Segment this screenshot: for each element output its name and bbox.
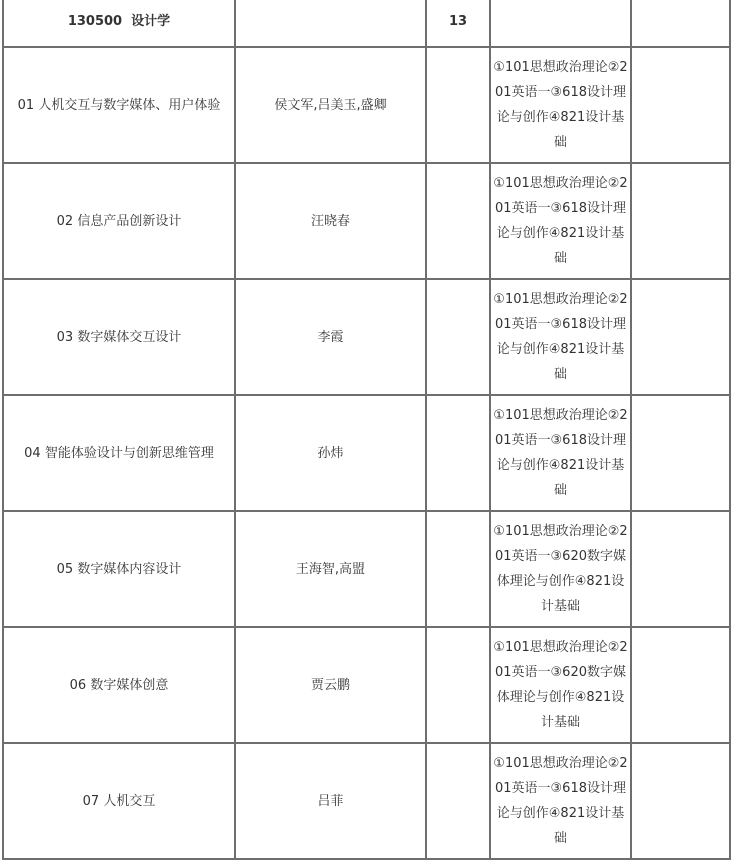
direction-cell: 07 人机交互 [3,743,235,859]
exams-text: ①101思想政治理论②201英语一③618设计理论与创作④821设计基础 [493,292,628,382]
direction-cell: 01 人机交互与数字媒体、用户体验 [3,47,235,163]
direction-cell: 02 信息产品创新设计 [3,163,235,279]
exams-cell [490,279,631,395]
header-exams-cell [490,0,631,47]
direction-cell: 03 数字媒体交互设计 [3,279,235,395]
major-header-row [3,0,730,47]
exams-cell [490,743,631,859]
enrollment-table-container [2,0,730,860]
direction-cell: 05 数字媒体内容设计 [3,511,235,627]
quota-cell [426,627,490,743]
major-code: 130500 [67,13,123,29]
quota-cell [426,47,490,163]
table-row [3,627,730,743]
exams-cell [490,163,631,279]
exams-text: ①101思想政治理论②201英语一③618设计理论与创作④821设计基础 [493,756,628,846]
advisors-cell: 李霞 [235,279,426,395]
quota-cell [426,163,490,279]
quota-cell [426,511,490,627]
exams-text: ①101思想政治理论②201英语一③620数字媒体理论与创作④821设计基础 [493,640,628,730]
exams-text: ①101思想政治理论②201英语一③618设计理论与创作④821设计基础 [493,176,628,266]
exams-cell [490,47,631,163]
quota-cell [426,279,490,395]
exams-cell [490,511,631,627]
exams-cell [490,395,631,511]
notes-cell [631,743,730,859]
notes-cell [631,47,730,163]
header-notes-cell [631,0,730,47]
enrollment-table [2,0,731,860]
header-advisors-cell [235,0,426,47]
exams-text: ①101思想政治理论②201英语一③620数字媒体理论与创作④821设计基础 [493,524,628,614]
direction-cell: 06 数字媒体创意 [3,627,235,743]
table-row [3,279,730,395]
notes-cell [631,511,730,627]
quota-cell [426,743,490,859]
major-code-name-cell [3,0,235,47]
exams-text: ①101思想政治理论②201英语一③618设计理论与创作④821设计基础 [493,60,628,150]
table-row [3,395,730,511]
table-row [3,163,730,279]
notes-cell [631,163,730,279]
advisors-cell: 侯文军,吕美玉,盛卿 [235,47,426,163]
direction-cell: 04 智能体验设计与创新思维管理 [3,395,235,511]
advisors-cell: 贾云鹏 [235,627,426,743]
notes-cell [631,395,730,511]
notes-cell [631,279,730,395]
advisors-cell: 汪晓春 [235,163,426,279]
major-name: 设计学 [131,13,171,29]
exams-cell [490,627,631,743]
table-row [3,511,730,627]
advisors-cell: 孙炜 [235,395,426,511]
advisors-cell: 吕菲 [235,743,426,859]
quota-cell [426,395,490,511]
notes-cell [631,627,730,743]
table-row [3,743,730,859]
exams-text: ①101思想政治理论②201英语一③618设计理论与创作④821设计基础 [493,408,628,498]
advisors-cell: 王海智,高盟 [235,511,426,627]
header-quota-cell: 13 [426,0,490,47]
table-row [3,47,730,163]
